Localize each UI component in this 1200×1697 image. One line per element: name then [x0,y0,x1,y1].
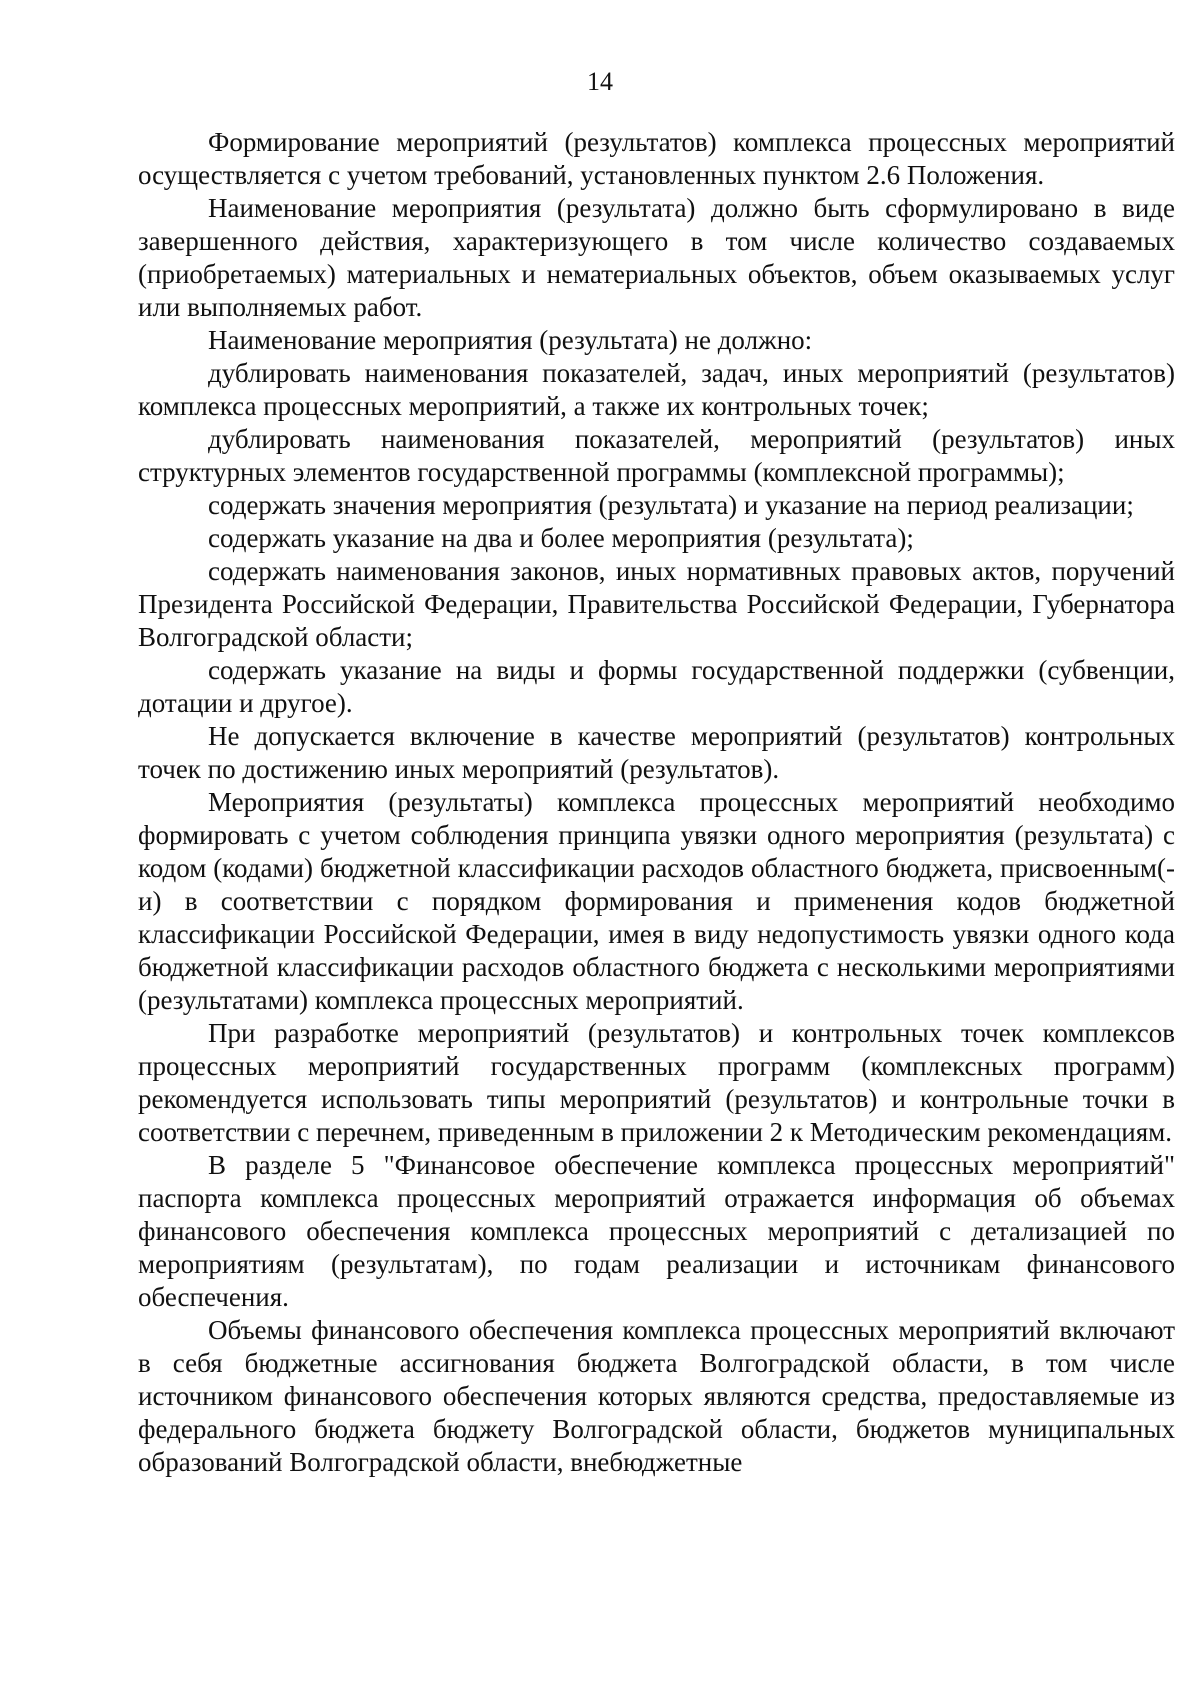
page-number: 14 [587,67,613,96]
paragraph: Мероприятия (результаты) комплекса процессных мероприятий необходимо формировать с учетом соблюдения принципа увязки одного мероприятия (результата) с кодом (кодами) бюджетной классификации расходов областного бюджета, присвоенным(-и) в соответствии с порядком формирования и применения кодов бюджетной классификации Российской Федерации, имея в виду недопустимость увязки одного кода бюджетной классификации расходов областного бюджета с несколькими мероприятиями (результатами) комплекса процессных мероприятий. [138,787,1175,1015]
paragraph: содержать значения мероприятия (результата) и указание на период реализации; [208,490,1134,520]
paragraph: При разработке мероприятий (результатов) и контрольных точек комплексов процессных мероприятий государственных программ (комплексных программ) рекомендуется использовать типы мероприятий (результатов) и контрольные точки в соответствии с перечнем, приведенным в приложении 2 к Методическим рекомендациям. [138,1018,1175,1147]
paragraph: содержать указание на два и более мероприятия (результата); [208,523,914,553]
paragraph: Формирование мероприятий (результатов) комплекса процессных мероприятий осуществляется с учетом требований, установленных пунктом 2.6 Положения. [138,127,1175,190]
paragraph: дублировать наименования показателей, мероприятий (результатов) иных структурных элементов государственной программы (комплексной программы); [138,424,1175,487]
document-body [138,126,1175,1479]
paragraph: Наименование мероприятия (результата) должно быть сформулировано в виде завершенного действия, характеризующего в том числе количество создаваемых (приобретаемых) материальных и нематериальных объектов, объем оказываемых услуг или выполняемых работ. [138,193,1175,322]
paragraph: дублировать наименования показателей, задач, иных мероприятий (результатов) комплекса процессных мероприятий, а также их контрольных точек; [138,358,1175,421]
paragraph: В разделе 5 "Финансовое обеспечение комплекса процессных мероприятий" паспорта комплекса процессных мероприятий отражается информация об объемах финансового обеспечения комплекса процессных мероприятий с детализацией по мероприятиям (результатам), по годам реализации и источникам финансового обеспечения. [138,1150,1175,1312]
paragraph: содержать указание на виды и формы государственной поддержки (субвенции, дотации и другое). [138,655,1175,718]
paragraph: содержать наименования законов, иных нормативных правовых актов, поручений Президента Российской Федерации, Правительства Российской Федерации, Губернатора Волгоградской области; [138,556,1175,652]
paragraph: Объемы финансового обеспечения комплекса процессных мероприятий включают в себя бюджетные ассигнования бюджета Волгоградской области, в том числе источником финансового обеспечения которых являются средства, предоставляемые из федерального бюджета бюджету Волгоградской области, бюджетов муниципальных образований Волгоградской области, внебюджетные [138,1315,1175,1477]
paragraph: Наименование мероприятия (результата) не должно: [208,325,813,355]
paragraph: Не допускается включение в качестве мероприятий (результатов) контрольных точек по достижению иных мероприятий (результатов). [138,721,1175,784]
